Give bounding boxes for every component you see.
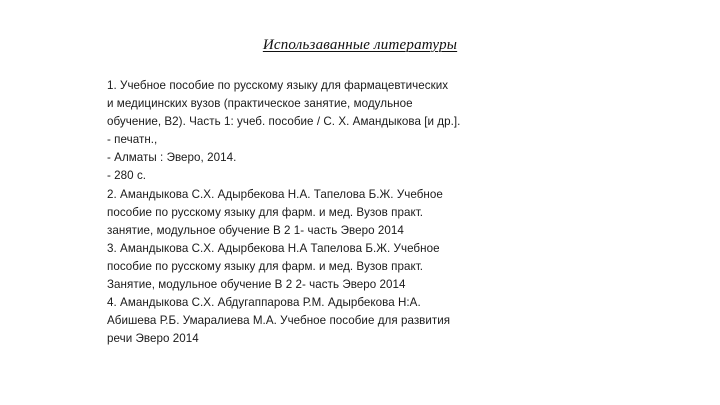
reference-line: - печатн.,	[107, 133, 158, 147]
slide-title-text: Использаванные литературы	[262, 37, 458, 53]
reference-line: и медицинских вузов (практическое занятие, модульное	[107, 97, 413, 111]
reference-line: 2. Амандыкова С.Х. Адырбекова Н.А. Тапелова Б.Ж. Учебное	[107, 187, 443, 201]
reference-line: - 280 с.	[107, 169, 147, 183]
reference-line: 3. Амандыкова С.Х. Адырбекова Н.А Тапелова Б.Ж. Учебное	[107, 241, 440, 255]
reference-line: пособие по русскому языку для фарм. и мед. Вузов практ.	[107, 205, 424, 219]
reference-line: Занятие, модульное обучение В 2 2- часть Эверо 2014	[107, 278, 406, 292]
reference-line: занятие, модульное обучение В 2 1- часть Эверо 2014	[107, 223, 404, 237]
reference-line: - Алматы : Эверо, 2014.	[107, 151, 237, 165]
reference-line: Абишева Р.Б. Умаралиева М.А. Учебное пособие для развития	[107, 314, 451, 328]
slide-title	[0, 37, 720, 54]
reference-line: 1. Учебное пособие по русскому языку для фармацевтических	[107, 79, 449, 92]
reference-list	[107, 77, 527, 348]
reference-line: речи Эверо 2014	[107, 332, 199, 346]
reference-line: обучение, В2). Часть 1: учеб. пособие / С. Х. Амандыкова [и др.].	[107, 115, 461, 129]
reference-line: 4. Амандыкова С.Х. Абдугаппарова Р.М. Адырбекова Н:А.	[107, 296, 421, 310]
reference-line: пособие по русскому языку для фарм. и мед. Вузов практ.	[107, 259, 424, 273]
